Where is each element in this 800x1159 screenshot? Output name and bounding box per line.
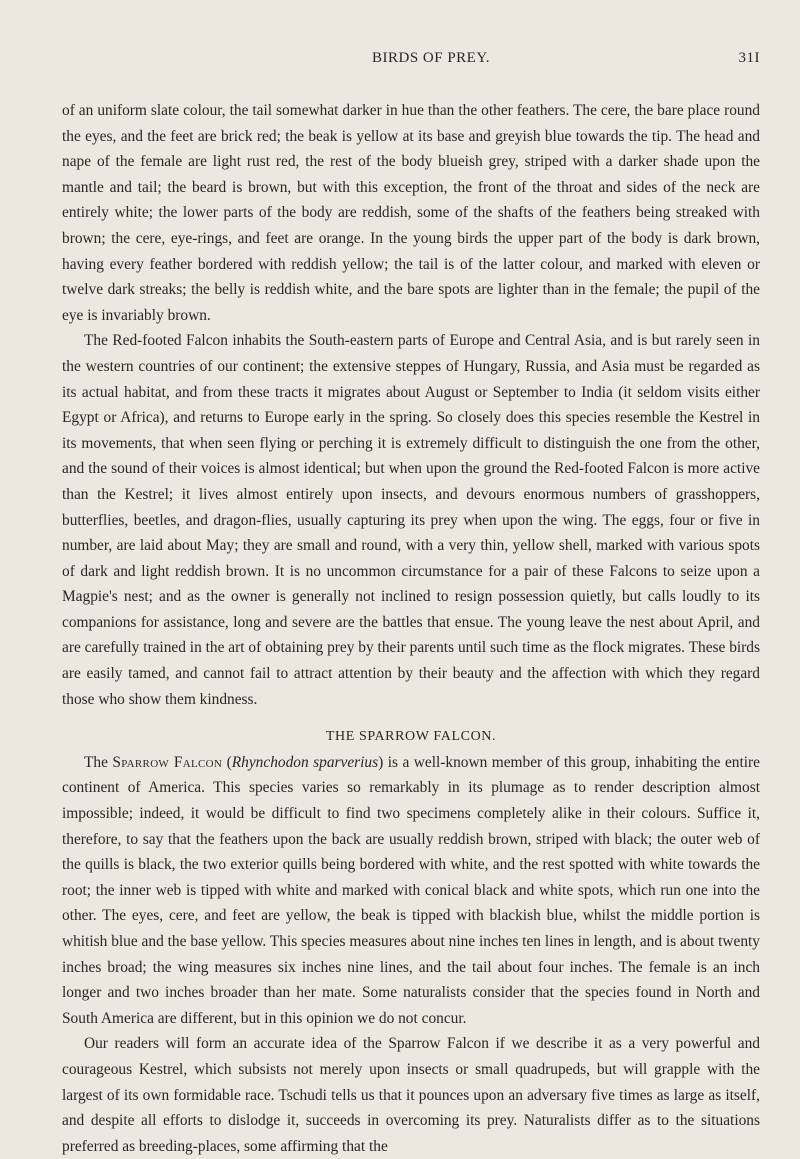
running-title: BIRDS OF PREY. [371, 50, 490, 66]
page-number: 31I [738, 50, 760, 66]
species-name: Sparrow Falcon [112, 753, 223, 771]
running-head [62, 40, 760, 70]
section-heading: THE SPARROW FALCON. [325, 729, 497, 745]
paren-open: ( [222, 753, 232, 771]
paragraph-red-footed-falcon: The Red-footed Falcon inhabits the South-eastern parts of Europe and Central Asia, and is but rarely seen in the western countries of our continent; the extensive steppes of Hungary, Russia, and Asia must be regarded as its actual habitat, and from these tracts it migrates about August or September to India (it seldom visits either Egypt or Africa), and returns to Europe early in the spring. So closely does this species resemble the Kestrel in its movements, that when seen flying or perching it is extremely difficult to distinguish the one from the other, and the sound of their voices is almost identical; but when upon the ground the Red-footed Falcon is more active than the Kestrel; it lives almost entirely upon insects, and devours enormous numbers of grasshoppers, butterflies, beetles, and dragon-flies, usually capturing its prey when upon the wing. The eggs, four or five in number, are laid about May; they are small and round, with a very thin, yellow shell, marked with various spots of dark and light reddish brown. It is no uncommon circumstance for a pair of these Falcons to seize upon a Magpie's nest; and as the owner is generally not inclined to resign possession quietly, but calls loudly to its companions for assistance, long and severe are the battles that ensue. The young leave the nest about April, and are carefully trained in the art of obtaining prey by their parents until such time as the flock migrates. These birds are easily tamed, and cannot fail to attract attention by their beauty and the affection with which they regard those who show them kindness. [62, 332, 760, 708]
paragraph-sparrow-falcon [62, 750, 760, 1032]
paragraph-sparrow-falcon-behaviour: Our readers will form an accurate idea of the Sparrow Falcon if we describe it as a very powerful and courageous Kestrel, which subsists not merely upon insects or small quadrupeds, but will grapple with the largest of its own formidable race. Tschudi tells us that it pounces upon an adversary five times as large as itself, and despite all efforts to dislodge it, succeeds in overcoming its prey. Naturalists differ as to the situations preferred as breeding-places, some affirming that the [62, 1035, 760, 1155]
latin-name: Rhynchodon sparverius [231, 753, 379, 771]
body-text [62, 98, 760, 1159]
paragraph-rest: ) is a well-known member of this group, inhabiting the entire continent of America. This species varies so remarkably in its plumage as to render description almost impossible; indeed, it would be difficult to find two specimens completely alike in their colours. Suffice it, therefore, to say that the feathers upon the back are usually reddish brown, striped with black; the outer web of the quills is black, the two exterior quills being bordered with white, and the rest spotted with white towards the root; the inner web is tipped with white and marked with conical black and white spots, which run one into the other. The eyes, cere, and feet are yellow, the beak is tipped with blackish blue, whilst the middle portion is whitish blue and the base yellow. This species measures about nine inches ten lines in length, and is about twenty inches broad; the wing measures six inches nine lines, and the tail about four inches. The female is an inch longer and two inches broader than her mate. Some naturalists consider that the species found in North and South America are different, but in this opinion we do not concur. [62, 753, 761, 1027]
paragraph-continued: of an uniform slate colour, the tail somewhat darker in hue than the other feathers. The cere, the bare place round the eyes, and the feet are brick red; the beak is yellow at its base and greyish blue towards the tip. The head and nape of the female are light rust red, the rest of the body blueish grey, striped with a darker shade upon the mantle and tail; the beard is brown, but with this exception, the front of the throat and sides of the neck are entirely white; the lower parts of the body are reddish, some of the shafts of the feathers being streaked with brown; the cere, eye-rings, and feet are orange. In the young birds the upper part of the body is dark brown, having every feather bordered with reddish yellow; the tail is of the latter colour, and marked with eleven or twelve dark streaks; the belly is reddish white, and the bare spots are lighter than in the female; the pupil of the eye is invariably brown. [62, 102, 760, 324]
lead-text: The [84, 753, 113, 771]
